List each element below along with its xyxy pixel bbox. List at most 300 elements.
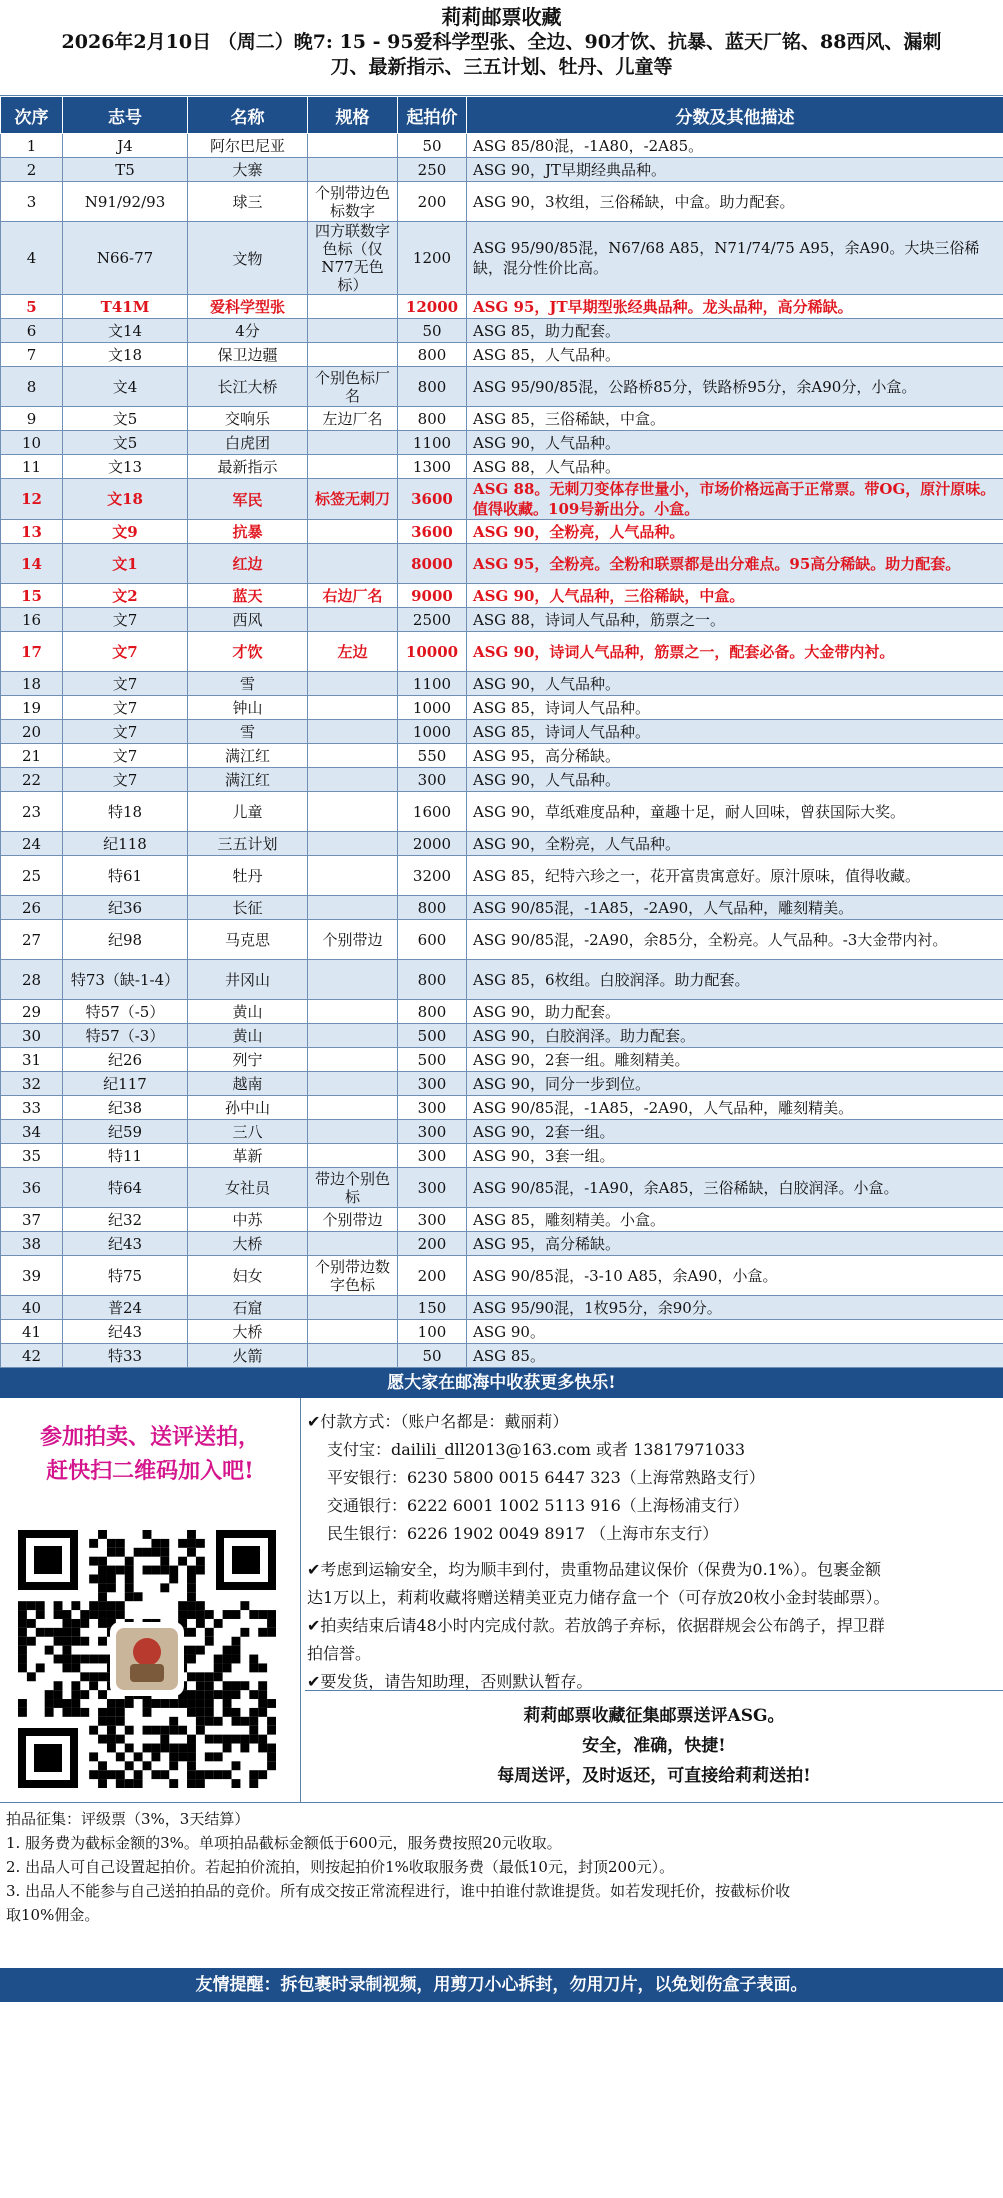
row-desc: ASG 95，高分稀缺。 xyxy=(467,744,1003,768)
row-spec: 四方联数字色标（仅N77无色标） xyxy=(308,222,398,295)
row-price: 300 xyxy=(398,1096,467,1120)
row-name: 妇女 xyxy=(188,1256,308,1296)
row-spec xyxy=(308,134,398,158)
row-code: 纪38 xyxy=(63,1096,188,1120)
row-name: 牡丹 xyxy=(188,856,308,896)
row-code: 文18 xyxy=(63,343,188,367)
table-row xyxy=(1,455,1003,479)
row-no: 22 xyxy=(1,768,63,792)
row-desc: ASG 95/90/85混，公路桥85分，铁路桥95分，余A90分，小盒。 xyxy=(467,367,1003,407)
row-price: 12000 xyxy=(398,295,467,319)
row-no: 5 xyxy=(1,295,63,319)
row-name: 阿尔巴尼亚 xyxy=(188,134,308,158)
row-no: 30 xyxy=(1,1024,63,1048)
row-code: 纪118 xyxy=(63,832,188,856)
row-price: 50 xyxy=(398,1344,467,1368)
row-name: 井冈山 xyxy=(188,960,308,1000)
row-name: 4分 xyxy=(188,319,308,343)
brand-line-2: 安全，准确，快捷! xyxy=(582,1736,726,1756)
brand-line-1: 莉莉邮票收藏征集邮票送评ASG。 xyxy=(523,1706,785,1726)
row-desc: ASG 90/85混，-2A90，余85分，全粉亮。人气品种。-3大金带内衬。 xyxy=(467,920,1003,960)
table-row xyxy=(1,632,1003,672)
row-code: 纪36 xyxy=(63,896,188,920)
shipping-note-2: 达1万以上，莉莉收藏将赠送精美亚克力储存盒一个（可存放20枚小金封装邮票）。 xyxy=(307,1588,890,1607)
row-price: 1100 xyxy=(398,672,467,696)
row-name: 越南 xyxy=(188,1072,308,1096)
row-spec: 个别色标厂名 xyxy=(308,367,398,407)
table-row xyxy=(1,222,1003,295)
row-spec xyxy=(308,1232,398,1256)
row-code: 纪117 xyxy=(63,1072,188,1096)
row-code: 特57（-5） xyxy=(63,1000,188,1024)
row-name: 满江红 xyxy=(188,744,308,768)
row-name: 大桥 xyxy=(188,1320,308,1344)
promo-line-2: 赶快扫二维码加入吧! xyxy=(46,1458,254,1484)
table-row xyxy=(1,1048,1003,1072)
table-row xyxy=(1,1024,1003,1048)
row-no: 9 xyxy=(1,407,63,431)
row-no: 37 xyxy=(1,1208,63,1232)
row-price: 800 xyxy=(398,343,467,367)
row-no: 13 xyxy=(1,520,63,544)
row-spec: 左边厂名 xyxy=(308,407,398,431)
table-row xyxy=(1,367,1003,407)
table-row xyxy=(1,920,1003,960)
row-price: 2500 xyxy=(398,608,467,632)
table-row xyxy=(1,1168,1003,1208)
table-row xyxy=(1,182,1003,222)
table-row xyxy=(1,720,1003,744)
row-spec xyxy=(308,158,398,182)
row-no: 26 xyxy=(1,896,63,920)
table-row xyxy=(1,1000,1003,1024)
table-row xyxy=(1,1256,1003,1296)
row-spec: 标签无刺刀 xyxy=(308,479,398,520)
lots-table-body xyxy=(1,134,1003,1368)
col-header-spec: 规格 xyxy=(308,97,398,134)
row-price: 250 xyxy=(398,158,467,182)
table-row xyxy=(1,768,1003,792)
row-price: 300 xyxy=(398,1168,467,1208)
col-header-price: 起拍价 xyxy=(398,97,467,134)
row-spec xyxy=(308,672,398,696)
row-price: 2000 xyxy=(398,832,467,856)
row-code: 特61 xyxy=(63,856,188,896)
row-price: 550 xyxy=(398,744,467,768)
table-row xyxy=(1,1320,1003,1344)
page-title: 莉莉邮票收藏 xyxy=(441,5,562,29)
payment-bank-bocom: 交通银行：6222 6001 1002 5113 916（上海杨浦支行） xyxy=(327,1496,749,1515)
row-no: 8 xyxy=(1,367,63,407)
row-code: 文7 xyxy=(63,768,188,792)
table-row xyxy=(1,1120,1003,1144)
row-no: 7 xyxy=(1,343,63,367)
row-no: 19 xyxy=(1,696,63,720)
row-desc: ASG 90，人气品种。 xyxy=(467,768,1003,792)
row-desc: ASG 85，6枚组。白胶润泽。助力配套。 xyxy=(467,960,1003,1000)
row-name: 西风 xyxy=(188,608,308,632)
row-price: 800 xyxy=(398,367,467,407)
row-no: 34 xyxy=(1,1120,63,1144)
row-desc: ASG 95，高分稀缺。 xyxy=(467,1232,1003,1256)
row-price: 1300 xyxy=(398,455,467,479)
row-price: 150 xyxy=(398,1296,467,1320)
row-price: 10000 xyxy=(398,632,467,672)
row-name: 球三 xyxy=(188,182,308,222)
table-row xyxy=(1,431,1003,455)
row-price: 300 xyxy=(398,1208,467,1232)
footer-reminder: 友情提醒：拆包裹时录制视频，用剪刀小心拆封，勿用刀片，以免划伤盒子表面。 xyxy=(0,1968,1003,2002)
table-row xyxy=(1,520,1003,544)
row-spec xyxy=(308,295,398,319)
row-spec xyxy=(308,768,398,792)
row-price: 3600 xyxy=(398,520,467,544)
row-no: 12 xyxy=(1,479,63,520)
row-code: 特64 xyxy=(63,1168,188,1208)
table-row xyxy=(1,896,1003,920)
row-price: 8000 xyxy=(398,544,467,584)
rule-3-a: 3. 出品人不能参与自己送拍拍品的竞价。所有成交按正常流程进行，谁中拍谁付款谁提货。如若发现托价，按截标价收 xyxy=(6,1882,791,1900)
row-name: 交响乐 xyxy=(188,407,308,431)
row-desc: ASG 85，三俗稀缺，中盒。 xyxy=(467,407,1003,431)
row-desc: ASG 90，人气品种。 xyxy=(467,431,1003,455)
row-no: 18 xyxy=(1,672,63,696)
row-spec xyxy=(308,896,398,920)
row-no: 28 xyxy=(1,960,63,1000)
table-row xyxy=(1,856,1003,896)
row-name: 长江大桥 xyxy=(188,367,308,407)
rule-3-b: 取10%佣金。 xyxy=(6,1906,100,1924)
row-desc: ASG 88，人气品种。 xyxy=(467,455,1003,479)
row-desc: ASG 90/85混，-3-10 A85，余A90，小盒。 xyxy=(467,1256,1003,1296)
table-row xyxy=(1,295,1003,319)
row-code: 纪43 xyxy=(63,1232,188,1256)
row-name: 大桥 xyxy=(188,1232,308,1256)
table-row xyxy=(1,319,1003,343)
row-desc: ASG 95/90/85混，N67/68 A85，N71/74/75 A95，余A90。大块三俗稀缺，混分性价比高。 xyxy=(467,222,1003,295)
row-spec: 个别带边色标数字 xyxy=(308,182,398,222)
row-price: 500 xyxy=(398,1024,467,1048)
row-name: 孙中山 xyxy=(188,1096,308,1120)
row-code: 文7 xyxy=(63,696,188,720)
row-spec: 右边厂名 xyxy=(308,584,398,608)
payment-info xyxy=(305,1398,1003,1698)
table-row xyxy=(1,792,1003,832)
payment-deadline-note-1: ✔拍卖结束后请48小时内完成付款。若放鸽子弃标，依据群规会公布鸽子，捍卫群 xyxy=(307,1616,885,1635)
table-row xyxy=(1,1296,1003,1320)
row-code: 文1 xyxy=(63,544,188,584)
row-desc: ASG 85，助力配套。 xyxy=(467,319,1003,343)
row-price: 800 xyxy=(398,960,467,1000)
row-code: N66-77 xyxy=(63,222,188,295)
payment-bank-minsheng: 民生银行：6226 1902 0049 8917 （上海市东支行） xyxy=(327,1524,719,1543)
row-name: 蓝天 xyxy=(188,584,308,608)
row-no: 38 xyxy=(1,1232,63,1256)
row-desc: ASG 90，白胶润泽。助力配套。 xyxy=(467,1024,1003,1048)
row-spec xyxy=(308,1072,398,1096)
payment-alipay: 支付宝：dailili_dll2013@163.com 或者 13817971033 xyxy=(327,1440,746,1459)
row-name: 儿童 xyxy=(188,792,308,832)
row-spec xyxy=(308,1024,398,1048)
table-row xyxy=(1,134,1003,158)
row-code: T41M xyxy=(63,295,188,319)
row-code: 纪43 xyxy=(63,1320,188,1344)
row-price: 50 xyxy=(398,319,467,343)
row-desc: ASG 95，全粉亮。全粉和联票都是出分难点。95高分稀缺。助力配套。 xyxy=(467,544,1003,584)
page-header xyxy=(0,0,1003,96)
row-spec: 个别带边 xyxy=(308,1208,398,1232)
row-desc: ASG 95/90混，1枚95分，余90分。 xyxy=(467,1296,1003,1320)
row-code: 文9 xyxy=(63,520,188,544)
table-row xyxy=(1,744,1003,768)
table-row xyxy=(1,1232,1003,1256)
row-desc: ASG 90，草纸难度品种，童趣十足，耐人回味，曾获国际大奖。 xyxy=(467,792,1003,832)
row-no: 17 xyxy=(1,632,63,672)
row-code: 特73（缺-1-4） xyxy=(63,960,188,1000)
row-name: 大寨 xyxy=(188,158,308,182)
table-row xyxy=(1,672,1003,696)
table-row xyxy=(1,1208,1003,1232)
row-desc: ASG 90，全粉亮，人气品种。 xyxy=(467,832,1003,856)
row-desc: ASG 90，JT早期经典品种。 xyxy=(467,158,1003,182)
table-row xyxy=(1,696,1003,720)
row-desc: ASG 90，人气品种。 xyxy=(467,672,1003,696)
row-desc: ASG 88。无刺刀变体存世量小，市场价格远高于正常票。带OG，原汁原味。值得收藏。109号新出分。小盒。 xyxy=(467,479,1003,520)
table-row xyxy=(1,479,1003,520)
row-code: 纪98 xyxy=(63,920,188,960)
row-price: 1000 xyxy=(398,696,467,720)
row-no: 31 xyxy=(1,1048,63,1072)
row-spec xyxy=(308,520,398,544)
table-row xyxy=(1,832,1003,856)
row-code: 文7 xyxy=(63,672,188,696)
shipping-request-note: ✔要发货，请告知助理，否则默认暂存。 xyxy=(307,1672,593,1691)
rules-title: 拍品征集：评级票（3%，3天结算） xyxy=(6,1810,250,1828)
row-spec xyxy=(308,1296,398,1320)
row-desc: ASG 90。 xyxy=(467,1320,1003,1344)
row-code: 文7 xyxy=(63,720,188,744)
row-desc: ASG 85，纪特六珍之一，花开富贵寓意好。原汁原味，值得收藏。 xyxy=(467,856,1003,896)
row-no: 4 xyxy=(1,222,63,295)
row-name: 雪 xyxy=(188,720,308,744)
row-spec xyxy=(308,1000,398,1024)
row-name: 黄山 xyxy=(188,1000,308,1024)
qr-column xyxy=(0,1398,301,1802)
row-no: 6 xyxy=(1,319,63,343)
row-desc: ASG 85，人气品种。 xyxy=(467,343,1003,367)
row-no: 41 xyxy=(1,1320,63,1344)
row-name: 火箭 xyxy=(188,1344,308,1368)
row-spec xyxy=(308,319,398,343)
contact-section xyxy=(0,1398,1003,1803)
row-spec xyxy=(308,696,398,720)
table-row xyxy=(1,1144,1003,1168)
row-spec xyxy=(308,608,398,632)
rule-1: 1. 服务费为截标金额的3%。单项拍品截标金额低于600元，服务费按照20元收取。 xyxy=(6,1834,562,1852)
row-desc: ASG 90/85混，-1A85，-2A90，人气品种，雕刻精美。 xyxy=(467,1096,1003,1120)
row-code: 文13 xyxy=(63,455,188,479)
consignment-rules xyxy=(0,1803,1003,1968)
row-spec xyxy=(308,1320,398,1344)
row-no: 3 xyxy=(1,182,63,222)
row-spec xyxy=(308,832,398,856)
row-no: 11 xyxy=(1,455,63,479)
row-desc: ASG 85，诗词人气品种。 xyxy=(467,696,1003,720)
row-price: 1100 xyxy=(398,431,467,455)
row-spec xyxy=(308,1120,398,1144)
qr-code-image[interactable] xyxy=(12,1524,282,1794)
row-no: 14 xyxy=(1,544,63,584)
row-desc: ASG 90/85混，-1A90，余A85，三俗稀缺，白胶润泽。小盒。 xyxy=(467,1168,1003,1208)
row-spec xyxy=(308,1096,398,1120)
table-row xyxy=(1,343,1003,367)
row-price: 100 xyxy=(398,1320,467,1344)
row-desc: ASG 88，诗词人气品种，筋票之一。 xyxy=(467,608,1003,632)
col-header-desc: 分数及其他描述 xyxy=(467,97,1003,134)
row-no: 36 xyxy=(1,1168,63,1208)
page-subtitle-line1: 2026年2月10日 （周二）晚7: 15 - 95爱科学型张、全边、90才饮、抗暴、蓝天厂铭、88西风、漏刺 xyxy=(61,31,942,53)
row-name: 最新指示 xyxy=(188,455,308,479)
row-price: 300 xyxy=(398,1120,467,1144)
row-name: 革新 xyxy=(188,1144,308,1168)
promo-line-1: 参加拍卖、送评送拍， xyxy=(39,1424,260,1450)
row-name: 黄山 xyxy=(188,1024,308,1048)
row-spec xyxy=(308,856,398,896)
row-spec xyxy=(308,744,398,768)
row-desc: ASG 85，雕刻精美。小盒。 xyxy=(467,1208,1003,1232)
row-spec xyxy=(308,1144,398,1168)
row-code: 文14 xyxy=(63,319,188,343)
table-row xyxy=(1,608,1003,632)
row-code: 纪59 xyxy=(63,1120,188,1144)
row-desc: ASG 90，人气品种，三俗稀缺，中盒。 xyxy=(467,584,1003,608)
table-row xyxy=(1,584,1003,608)
rule-2: 2. 出品人可自己设置起拍价。若起拍价流拍，则按起拍价1%收取服务费（最低10元，封顶200元）。 xyxy=(6,1858,675,1876)
row-no: 15 xyxy=(1,584,63,608)
row-name: 列宁 xyxy=(188,1048,308,1072)
row-code: 文7 xyxy=(63,632,188,672)
row-spec: 带边个别色标 xyxy=(308,1168,398,1208)
row-no: 20 xyxy=(1,720,63,744)
row-price: 200 xyxy=(398,1232,467,1256)
table-row xyxy=(1,1344,1003,1368)
row-price: 300 xyxy=(398,1144,467,1168)
row-desc: ASG 85，诗词人气品种。 xyxy=(467,720,1003,744)
row-code: T5 xyxy=(63,158,188,182)
promo-text xyxy=(0,1398,300,1488)
table-row xyxy=(1,960,1003,1000)
row-price: 200 xyxy=(398,182,467,222)
row-spec xyxy=(308,455,398,479)
row-no: 39 xyxy=(1,1256,63,1296)
row-no: 42 xyxy=(1,1344,63,1368)
row-no: 35 xyxy=(1,1144,63,1168)
row-price: 3200 xyxy=(398,856,467,896)
row-price: 1200 xyxy=(398,222,467,295)
row-no: 10 xyxy=(1,431,63,455)
row-name: 白虎团 xyxy=(188,431,308,455)
row-desc: ASG 90，3枚组，三俗稀缺，中盒。助力配套。 xyxy=(467,182,1003,222)
row-name: 满江红 xyxy=(188,768,308,792)
row-price: 300 xyxy=(398,768,467,792)
row-price: 9000 xyxy=(398,584,467,608)
table-row xyxy=(1,1072,1003,1096)
row-code: 普24 xyxy=(63,1296,188,1320)
row-code: J4 xyxy=(63,134,188,158)
row-no: 33 xyxy=(1,1096,63,1120)
row-name: 钟山 xyxy=(188,696,308,720)
row-code: 特18 xyxy=(63,792,188,832)
row-no: 32 xyxy=(1,1072,63,1096)
table-row xyxy=(1,1096,1003,1120)
row-no: 29 xyxy=(1,1000,63,1024)
row-price: 500 xyxy=(398,1048,467,1072)
row-desc: ASG 90/85混，-1A85，-2A90，人气品种，雕刻精美。 xyxy=(467,896,1003,920)
page-subtitle-line2: 刀、最新指示、三五计划、牡丹、儿童等 xyxy=(330,56,673,78)
row-spec xyxy=(308,1344,398,1368)
row-name: 雪 xyxy=(188,672,308,696)
row-spec: 个别带边数字色标 xyxy=(308,1256,398,1296)
row-spec: 左边 xyxy=(308,632,398,672)
row-price: 800 xyxy=(398,896,467,920)
table-header-row xyxy=(1,97,1003,134)
row-price: 3600 xyxy=(398,479,467,520)
payment-title: ✔付款方式：（账户名都是：戴丽莉） xyxy=(307,1412,569,1431)
row-desc: ASG 90，同分一步到位。 xyxy=(467,1072,1003,1096)
row-name: 马克思 xyxy=(188,920,308,960)
col-header-no: 次序 xyxy=(1,97,63,134)
row-name: 红边 xyxy=(188,544,308,584)
row-spec xyxy=(308,792,398,832)
row-desc: ASG 90，诗词人气品种，筋票之一，配套必备。大金带内衬。 xyxy=(467,632,1003,672)
row-name: 中苏 xyxy=(188,1208,308,1232)
brand-line-3: 每周送评，及时返还，可直接给莉莉送拍! xyxy=(497,1766,811,1786)
col-header-code: 志号 xyxy=(63,97,188,134)
row-price: 50 xyxy=(398,134,467,158)
row-code: 文18 xyxy=(63,479,188,520)
table-row xyxy=(1,158,1003,182)
row-code: 纪26 xyxy=(63,1048,188,1072)
row-price: 600 xyxy=(398,920,467,960)
row-no: 16 xyxy=(1,608,63,632)
row-code: 特57（-3） xyxy=(63,1024,188,1048)
row-price: 1600 xyxy=(398,792,467,832)
row-no: 21 xyxy=(1,744,63,768)
row-spec xyxy=(308,1048,398,1072)
row-no: 23 xyxy=(1,792,63,832)
row-code: 特11 xyxy=(63,1144,188,1168)
row-desc: ASG 90，3套一组。 xyxy=(467,1144,1003,1168)
row-name: 长征 xyxy=(188,896,308,920)
row-spec xyxy=(308,720,398,744)
row-code: N91/92/93 xyxy=(63,182,188,222)
row-name: 三五计划 xyxy=(188,832,308,856)
row-code: 特33 xyxy=(63,1344,188,1368)
row-code: 文4 xyxy=(63,367,188,407)
row-code: 文7 xyxy=(63,608,188,632)
row-no: 2 xyxy=(1,158,63,182)
row-price: 800 xyxy=(398,1000,467,1024)
row-name: 保卫边疆 xyxy=(188,343,308,367)
row-name: 石窟 xyxy=(188,1296,308,1320)
row-spec xyxy=(308,960,398,1000)
payment-bank-pingan: 平安银行：6230 5800 0015 6447 323（上海常熟路支行） xyxy=(327,1468,765,1487)
row-spec: 个别带边 xyxy=(308,920,398,960)
row-name: 才饮 xyxy=(188,632,308,672)
row-code: 纪32 xyxy=(63,1208,188,1232)
row-desc: ASG 95，JT早期型张经典品种。龙头品种，高分稀缺。 xyxy=(467,295,1003,319)
table-row xyxy=(1,407,1003,431)
